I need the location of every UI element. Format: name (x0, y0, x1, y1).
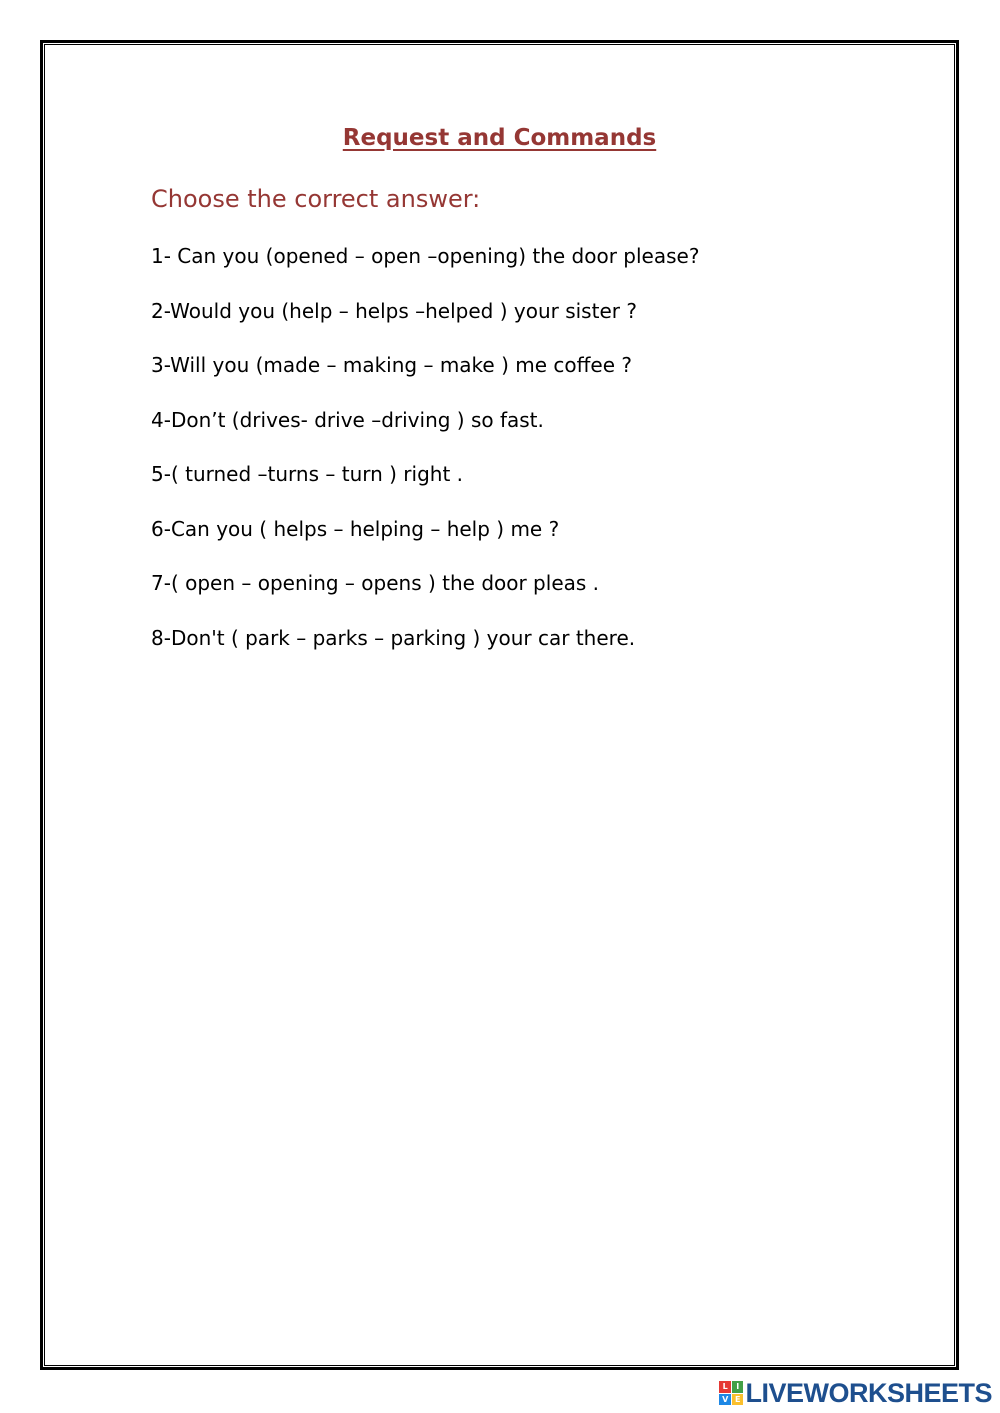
question-1: 1- Can you (opened – open –opening) the door please? (151, 244, 700, 268)
liveworksheets-logo (719, 1378, 992, 1408)
liveworksheets-logo-icon (719, 1381, 743, 1405)
instruction-text: Choose the correct answer: (151, 185, 481, 213)
logo-wordmark: LIVEWORKSHEETS (745, 1377, 992, 1408)
worksheet-title: Request and Commands (342, 125, 657, 151)
question-6: 6-Can you ( helps – helping – help ) me ? (151, 516, 560, 541)
question-4: 4-Don’t (drives- drive –driving ) so fast. (151, 407, 544, 432)
question-7: 7-( open – opening – opens ) the door pleas . (151, 571, 600, 595)
logo-letter-e: E (732, 1394, 744, 1406)
question-2: 2-Would you (help – helps –helped ) your sister ? (151, 298, 637, 323)
question-5: 5-( turned –turns – turn ) right . (151, 462, 464, 486)
question-list (151, 243, 699, 679)
logo-letter-i: I (732, 1381, 744, 1393)
logo-letter-l: L (719, 1381, 731, 1393)
logo-letter-v: V (719, 1394, 731, 1406)
question-8: 8-Don't ( park – parks – parking ) your car there. (151, 625, 636, 650)
question-3: 3-Will you (made – making – make ) me coffee ? (151, 353, 632, 377)
worksheet-page (40, 40, 959, 1370)
